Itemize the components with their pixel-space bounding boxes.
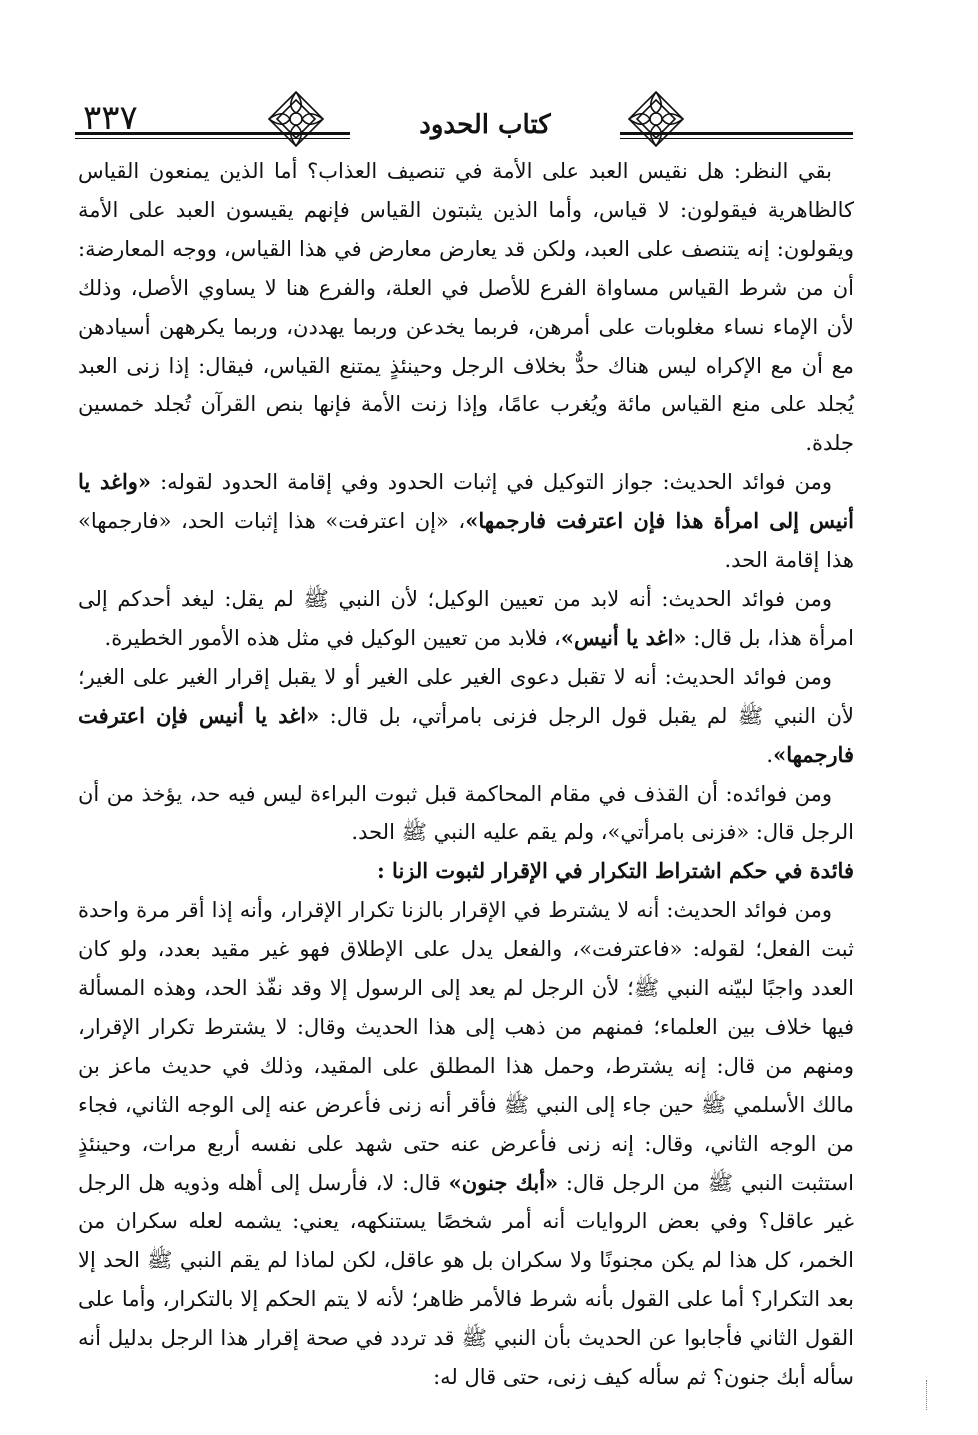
page-body [78, 152, 854, 1397]
paragraph-text: ومن فوائده: أن القذف في مقام المحاكمة قبل ثبوت البراءة ليس فيه حد، يؤخذ من أن الرجل قال: «فزنى بامرأتي»، ولم يقم عليه النبي ﷺ الحد. [78, 781, 854, 845]
hadith-quote: «واغد يا أنيس إلى امرأة هذا فإن اعترفت فارجمها» [78, 469, 854, 534]
paragraph-text: ، فلابد من تعيين الوكيل في مثل هذه الأمور الخطيرة. [104, 625, 561, 650]
paragraph-text: ومن فوائد الحديث: أنه لابد من تعيين الوكيل؛ لأن النبي ﷺ لم يقل: ليغد أحدكم إلى امرأة هذا، بل قال: [78, 586, 854, 650]
paragraph-text: ، «إن اعترفت» هذا إثبات الحد، «فارجمها» هذا إقامة الحد. [78, 509, 854, 573]
paragraph-text: قال: لا، فأرسل إلى أهله وذويه هل الرجل غير عاقل؟ وفي بعض الروايات أنه أمر شخصًا يستنكهه، يعني: يشمه لعله سكران من الخمر، كل هذا لم يكن مجنونًا ولا سكران بل هو عاقل، لكن لماذا لم يقم النبي ﷺ الحد إلا بعد التكرار؟ أما على القول بأنه شرط فالأمر ظاهر؛ لأنه لا يتم الحكم إلا بالتكرار، وأما على القول الثاني فأجابوا عن الحديث بأن النبي ﷺ قد تردد في صحة إقرار هذا الرجل بدليل أنه سأله أبك جنون؟ ثم سأله كيف زنى، حتى قال له: [78, 1170, 854, 1390]
paragraph-text: . [766, 742, 774, 767]
hadith-quote: «اغد يا أنيس» [560, 624, 687, 650]
hadith-quote: «أبك جنون» [448, 1169, 559, 1195]
paragraph-text: بقي النظر: هل نقيس العبد على الأمة في تنصيف العذاب؟ أما الذين يمنعون القياس كالظاهرية فيقولون: لا قياس، وأما الذين يثبتون القياس فإنهم يقيسون العبد على الأمة ويقولون: إنه يتنصف على العبد، ولكن قد يعارض معارض في هذا القياس، ووجه المعارضة: أن من شرط القياس مساواة الفرع للأصل في العلة، والفرع هنا لا يساوي الأصل، وذلك لأن الإماء نساء مغلوبات على أمرهن، فربما يخدعن وربما يهددن، وربما يكرههن أسيادهن مع أن مع الإكراه ليس هناك حدٌّ بخلاف الرجل وحينئذٍ يمتنع القياس، فيقال: إذا زنى العبد يُجلد على منع القياس مائة ويُغرب عامًا، وإذا زنت الأمة فإنها بنص القرآن تُجلد خمسين جلدة. [78, 159, 854, 456]
paragraph [78, 775, 854, 853]
hadith-quote: «اغد يا أنيس فإن اعترفت فارجمها» [78, 702, 854, 767]
paragraph-text: ومن فوائد الحديث: جواز التوكيل في إثبات الحدود وفي إقامة الحدود لقوله: [151, 470, 832, 495]
paragraph-text: ومن فوائد الحديث: أنه لا تقبل دعوى الغير على الغير أو لا يقبل إقرار الغير على الغير؛ لأن النبي ﷺ لم يقبل قول الرجل فزنى بامرأتي، بل قال: [78, 664, 854, 728]
paragraph [78, 658, 854, 775]
paragraph-text: ومن فوائد الحديث: أنه لا يشترط في الإقرار بالزنا تكرار الإقرار، وأنه إذا أقر مرة واحدة ثبت الفعل؛ لقوله: «فاعترفت»، والفعل يدل على الإطلاق فهو غير مقيد بعدد، ولو كان العدد واجبًا لبيّنه النبي ﷺ؛ لأن الرجل لم يعد إلى الرسول إلا وقد نفّذ الحد، وهذه المسألة فيها خلاف بين العلماء؛ فمنهم من ذهب إلى هذا الحديث وقال: لا يشترط تكرار الإقرار، ومنهم من قال: إنه يشترط، وحمل هذا المطلق على المقيد، وذلك في حديث ماعز بن مالك الأسلمي ﷺ حين جاء إلى النبي ﷺ فأقر أنه زنى فأعرض عنه إلى الوجه الثاني، فجاء من الوجه الثاني، وقال: إنه زنى فأعرض عنه حتى شهد على نفسه أربع مرات، وحينئذٍ استثبت النبي ﷺ من الرجل قال: [78, 898, 855, 1195]
paragraph [78, 580, 854, 658]
left-ornament-icon [265, 88, 327, 150]
scan-margin-mark [926, 1380, 929, 1410]
paragraph [78, 891, 854, 1397]
page-number: ٣٣٧ [83, 98, 138, 138]
right-ornament-icon [625, 88, 687, 150]
paragraph [78, 152, 854, 463]
running-title: كتاب الحدود [350, 110, 620, 140]
section-heading: فائدة في حكم اشتراط التكرار في الإقرار لثبوت الزنا : [376, 858, 854, 884]
page-header [75, 80, 853, 150]
paragraph [78, 463, 854, 580]
